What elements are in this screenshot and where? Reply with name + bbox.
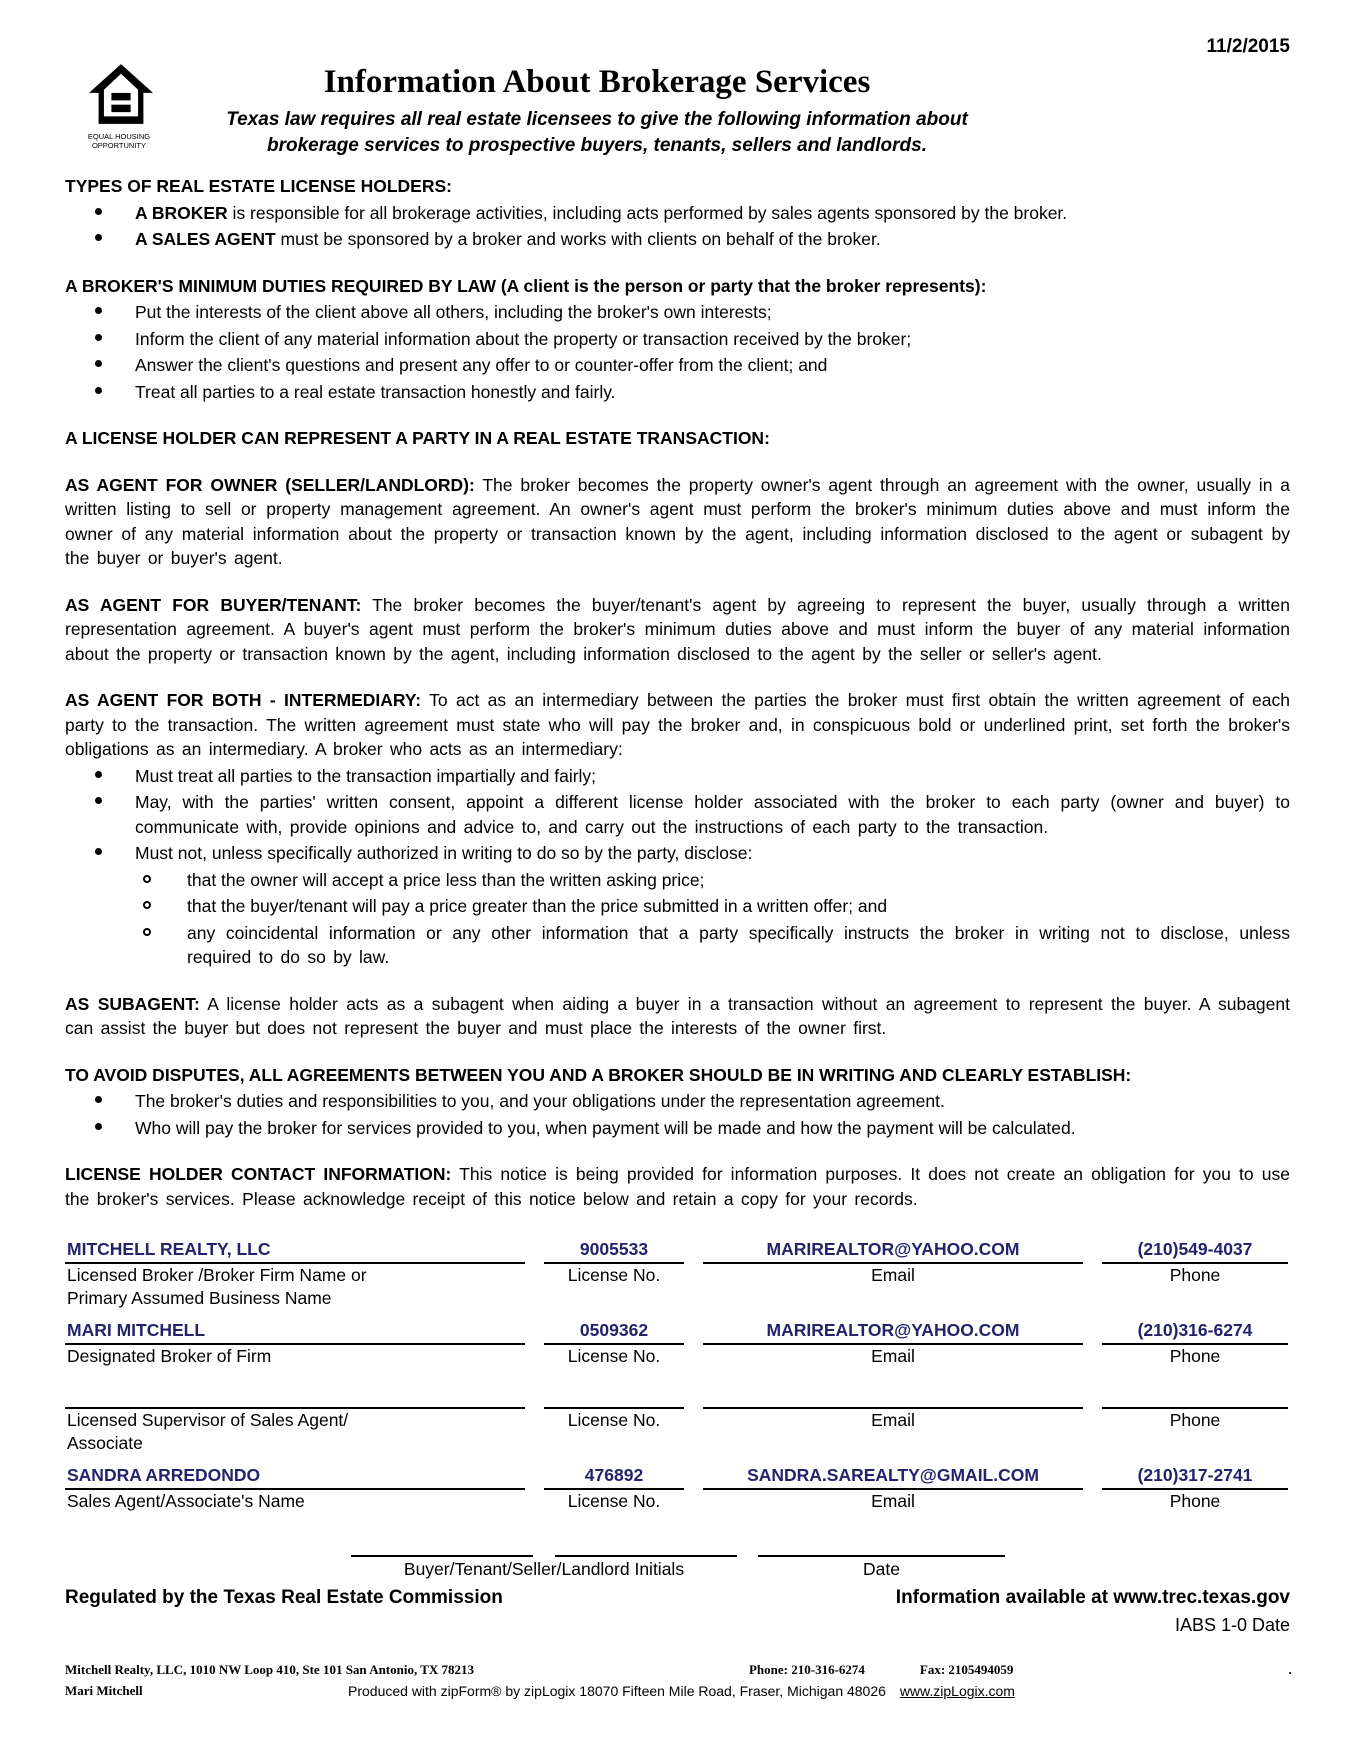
disputes-heading: TO AVOID DISPUTES, ALL AGREEMENTS BETWEEN YOU AND A BROKER SHOULD BE IN WRITING AND CLEARLY ESTABLISH:: [65, 1064, 1132, 1085]
regulated-row: [65, 1585, 1290, 1612]
equal-housing-logo: [65, 64, 157, 158]
document-footer: [65, 1660, 1292, 1702]
date-line: [758, 1531, 1005, 1557]
table-row-supervisor: [65, 1382, 1290, 1455]
list-item: [65, 380, 1290, 405]
list-item: [65, 790, 1290, 839]
agent-name-value: SANDRA ARREDONDO: [65, 1463, 525, 1490]
sub-list-item: [65, 868, 1290, 893]
subagent-heading: AS SUBAGENT:: [65, 993, 200, 1014]
agent-phone-value: (210)317-2741: [1102, 1463, 1288, 1490]
signature-lines: [65, 1531, 1290, 1557]
list-item-text: The broker's duties and responsibilities to you, and your obligations under the representation agreement.: [135, 1091, 945, 1112]
supervisor-phone-label: Phone: [1169, 1410, 1221, 1431]
cell-supervisor-name: [65, 1382, 525, 1455]
firm-phone-value: (210)549-4037: [1102, 1237, 1288, 1264]
bullet-icon: [95, 1123, 102, 1130]
agent-license-label: License No.: [567, 1491, 661, 1512]
list-item: [65, 327, 1290, 352]
footer-line2: [65, 1680, 1292, 1702]
types-heading: TYPES OF REAL ESTATE LICENSE HOLDERS:: [65, 176, 452, 197]
owner-heading: AS AGENT FOR OWNER (SELLER/LANDLORD):: [65, 474, 475, 495]
info-available-text: Information available at www.trec.texas.gov: [895, 1587, 1290, 1609]
cell-firm-email: [703, 1237, 1083, 1310]
firm-phone-label: Phone: [1169, 1265, 1221, 1286]
form-date: 11/2/2015: [1206, 36, 1290, 57]
cell-designated-phone: [1102, 1318, 1288, 1368]
table-row-designated-broker: [65, 1318, 1290, 1368]
page-subtitle-line1: Texas law requires all real estate licensees to give the following information about: [226, 108, 968, 130]
acknowledgement-area: [65, 1531, 1290, 1581]
owner-paragraph: The broker becomes the property owner's agent through an agreement with the owner, usually in a written listing to sell or property management agreement. An owner's agent must perform the broker's minimum duties above and must inform the owner of any material information about the property or transaction known by the agent, including information disclosed to the agent or subagent by the buyer or buyer's agent.: [65, 474, 1290, 569]
cell-firm-phone: [1102, 1237, 1288, 1310]
firm-name-label: Licensed Broker /Broker Firm Name or: [67, 1265, 367, 1286]
contact-paragraph: This notice is being provided for information purposes. It does not create an obligation for you to use the broker's services. Please acknowledge receipt of this notice below and retain a copy for your records.: [65, 1164, 1290, 1209]
cell-agent-email: [703, 1463, 1083, 1513]
agent-phone-label: Phone: [1169, 1491, 1221, 1512]
footer-dot: .: [1288, 1662, 1292, 1677]
page-title: Information About Brokerage Services: [323, 64, 871, 100]
buyer-heading: AS AGENT FOR BUYER/TENANT:: [65, 594, 362, 615]
initials-label: Buyer/Tenant/Seller/Landlord Initials: [403, 1559, 685, 1580]
supervisor-license-label: License No.: [567, 1410, 661, 1431]
bullet-icon: [95, 848, 102, 855]
firm-license-value: 9005533: [544, 1237, 684, 1264]
form-version: IABS 1-0 Date: [1174, 1614, 1290, 1635]
agent-email-value: SANDRA.SAREALTY@GMAIL.COM: [703, 1463, 1083, 1490]
title-block: [157, 64, 1037, 158]
supervisor-phone-value: [1102, 1382, 1288, 1409]
designated-name-value: MARI MITCHELL: [65, 1318, 525, 1345]
equal-housing-house-icon: [89, 64, 153, 124]
broker-term: A BROKER: [135, 202, 228, 223]
section-intermediary: [65, 688, 1290, 970]
sales-agent-definition: must be sponsored by a broker and works with clients on behalf of the broker.: [275, 229, 881, 250]
list-item-text: Who will pay the broker for services provided to you, when payment will be made and how the payment will be calculated.: [135, 1117, 1076, 1138]
designated-phone-value: (210)316-6274: [1102, 1318, 1288, 1345]
designated-email-value: MARIREALTOR@YAHOO.COM: [703, 1318, 1083, 1345]
represent-heading: A LICENSE HOLDER CAN REPRESENT A PARTY IN A REAL ESTATE TRANSACTION:: [65, 428, 770, 449]
list-item: [65, 201, 1290, 226]
cell-agent-name: [65, 1463, 525, 1513]
cell-supervisor-license: [544, 1382, 684, 1455]
section-represent-heading: [65, 426, 1290, 451]
supervisor-email-label: Email: [871, 1410, 915, 1431]
section-contact-information: [65, 1162, 1290, 1211]
supervisor-name-value: [65, 1382, 525, 1409]
list-item: [65, 1116, 1290, 1141]
agent-name-label: Sales Agent/Associate's Name: [67, 1491, 305, 1512]
firm-email-value: MARIREALTOR@YAHOO.COM: [703, 1237, 1083, 1264]
signature-labels: [65, 1557, 1290, 1581]
section-agent-for-buyer: [65, 593, 1290, 667]
list-item-text: Must not, unless specifically authorized in writing to do so by the party, disclose:: [135, 843, 753, 864]
cell-designated-name: [65, 1318, 525, 1368]
supervisor-name-label2: Associate: [67, 1433, 143, 1454]
designated-email-label: Email: [871, 1346, 915, 1367]
bullet-icon: [95, 208, 102, 215]
bullet-icon: [95, 797, 102, 804]
cell-supervisor-phone: [1102, 1382, 1288, 1455]
bullet-icon: [95, 234, 102, 241]
page-subtitle-line2: brokerage services to prospective buyers, tenants, sellers and landlords.: [267, 134, 927, 156]
contact-heading: LICENSE HOLDER CONTACT INFORMATION:: [65, 1164, 452, 1185]
designated-phone-label: Phone: [1169, 1346, 1221, 1367]
intermediary-paragraph-wrap: [65, 688, 1290, 762]
intermediary-paragraph: To act as an intermediary between the parties the broker must first obtain the written agreement of each party to the transaction. The written agreement must state who will pay the broker and, in conspicuous bold or underlined print, set forth the broker's obligations as an intermediary. A broker who acts as an intermediary:: [65, 690, 1290, 760]
agent-email-label: Email: [871, 1491, 915, 1512]
firm-email-label: Email: [871, 1265, 915, 1286]
list-item-text: Treat all parties to a real estate transaction honestly and fairly.: [135, 381, 616, 402]
bullet-icon: [95, 360, 102, 367]
list-item: [65, 353, 1290, 378]
initials-line-2: [555, 1531, 737, 1557]
regulated-by-text: Regulated by the Texas Real Estate Commission: [65, 1587, 503, 1609]
list-item: [65, 227, 1290, 252]
list-item: [65, 1089, 1290, 1114]
hollow-bullet-icon: [143, 928, 151, 936]
footer-produced-by: [348, 1680, 1015, 1702]
cell-designated-license: [544, 1318, 684, 1368]
section-broker-minimum-duties: [65, 274, 1290, 405]
equal-housing-caption-line2: OPPORTUNITY: [91, 140, 147, 150]
section-license-holder-types: [65, 174, 1290, 252]
firm-name-value: MITCHELL REALTY, LLC: [65, 1237, 525, 1264]
section-agent-for-owner: [65, 473, 1290, 571]
footer-produced-text: Produced with zipForm® by zipLogix 18070 Fifteen Mile Road, Fraser, Michigan 48026: [348, 1683, 886, 1699]
footer-agent-name: Mari Mitchell: [65, 1683, 143, 1698]
supervisor-email-value: [703, 1382, 1083, 1409]
footer-ziplogix-link: www.zipLogix.com: [899, 1683, 1015, 1699]
sub-list-item-text: that the buyer/tenant will pay a price greater than the price submitted in a written offer; and: [187, 896, 888, 917]
sub-list-item: [65, 894, 1290, 919]
page-subtitle: [157, 107, 1037, 158]
footer-firm-address: Mitchell Realty, LLC, 1010 NW Loop 410, Ste 101 San Antonio, TX 78213: [65, 1662, 475, 1677]
list-item: [65, 841, 1290, 866]
list-item-text: [135, 227, 1290, 252]
intermediary-heading: AS AGENT FOR BOTH - INTERMEDIARY:: [65, 690, 422, 711]
footer-phone: Phone: 210-316-6274: [748, 1662, 865, 1677]
sales-agent-term: A SALES AGENT: [135, 229, 276, 250]
designated-name-label: Designated Broker of Firm: [67, 1346, 272, 1367]
designated-license-value: 0509362: [544, 1318, 684, 1345]
equal-housing-caption-line1: EQUAL HOUSING: [87, 131, 151, 141]
duties-heading: A BROKER'S MINIMUM DUTIES REQUIRED BY LAW (A client is the person or party that the broker represents):: [65, 275, 987, 296]
table-row-broker-firm: [65, 1237, 1290, 1310]
list-item: [65, 764, 1290, 789]
sub-list-item-text: that the owner will accept a price less than the written asking price;: [187, 869, 705, 890]
designated-license-label: License No.: [567, 1346, 661, 1367]
sub-list-item-text: any coincidental information or any other information that a party specifically instructs the broker in writing not to disclose, unless required to do so by law.: [187, 922, 1290, 968]
bullet-icon: [95, 771, 102, 778]
cell-agent-license: [544, 1463, 684, 1513]
list-item: [65, 300, 1290, 325]
bullet-icon: [95, 387, 102, 394]
bullet-icon: [95, 334, 102, 341]
cell-designated-email: [703, 1318, 1083, 1368]
equal-housing-caption: [85, 132, 153, 150]
list-item-text: May, with the parties' written consent, appoint a different license holder associated with the broker to each party (owner and buyer) to communicate with, provide opinions and advice to, and carry out the instructions of each party to the transaction.: [135, 792, 1290, 837]
list-item-text: Answer the client's questions and present any offer to or counter-offer from the client; and: [135, 355, 828, 376]
cell-firm-name: [65, 1237, 525, 1310]
broker-definition: is responsible for all brokerage activities, including acts performed by sales agents sponsored by the broker.: [227, 202, 1068, 223]
list-item-text: Put the interests of the client above all others, including the broker's own interests;: [135, 302, 772, 323]
list-item-text: Must treat all parties to the transaction impartially and fairly;: [135, 765, 597, 786]
subagent-paragraph: A license holder acts as a subagent when aiding a buyer in a transaction without an agreement to represent the buyer. A subagent can assist the buyer but does not represent the buyer and must place the interests of the owner first.: [65, 993, 1290, 1039]
footer-fax: Fax: 2105494059: [919, 1662, 1014, 1677]
buyer-paragraph: The broker becomes the buyer/tenant's agent by agreeing to represent the buyer, usually through a written representation agreement. A buyer's agent must perform the broker's minimum duties above and must inform the buyer of any material information about the property or transaction known by the agent, including information disclosed to the agent by the seller or seller's agent.: [65, 594, 1290, 664]
firm-license-label: License No.: [567, 1265, 661, 1286]
bullet-icon: [95, 307, 102, 314]
firm-name-label2: Primary Assumed Business Name: [67, 1288, 332, 1309]
bullet-icon: [95, 1096, 102, 1103]
list-item-text: Inform the client of any material information about the property or transaction received by the broker;: [135, 328, 912, 349]
section-subagent: [65, 992, 1290, 1041]
supervisor-name-label: Licensed Supervisor of Sales Agent/: [67, 1410, 349, 1431]
document-header: [65, 64, 1290, 158]
cell-firm-license: [544, 1237, 684, 1310]
table-row-sales-agent: [65, 1463, 1290, 1513]
cell-supervisor-email: [703, 1382, 1083, 1455]
initials-line-1: [351, 1531, 533, 1557]
section-avoid-disputes: [65, 1063, 1290, 1141]
hollow-bullet-icon: [143, 875, 151, 883]
footer-line1: [65, 1660, 1292, 1680]
license-holder-contact-table: [65, 1237, 1290, 1513]
list-item-text: [135, 201, 1290, 226]
date-label: Date: [863, 1559, 900, 1580]
cell-agent-phone: [1102, 1463, 1288, 1513]
supervisor-license-value: [544, 1382, 684, 1409]
hollow-bullet-icon: [143, 901, 151, 909]
agent-license-value: 476892: [544, 1463, 684, 1490]
sub-list-item: [65, 921, 1290, 970]
